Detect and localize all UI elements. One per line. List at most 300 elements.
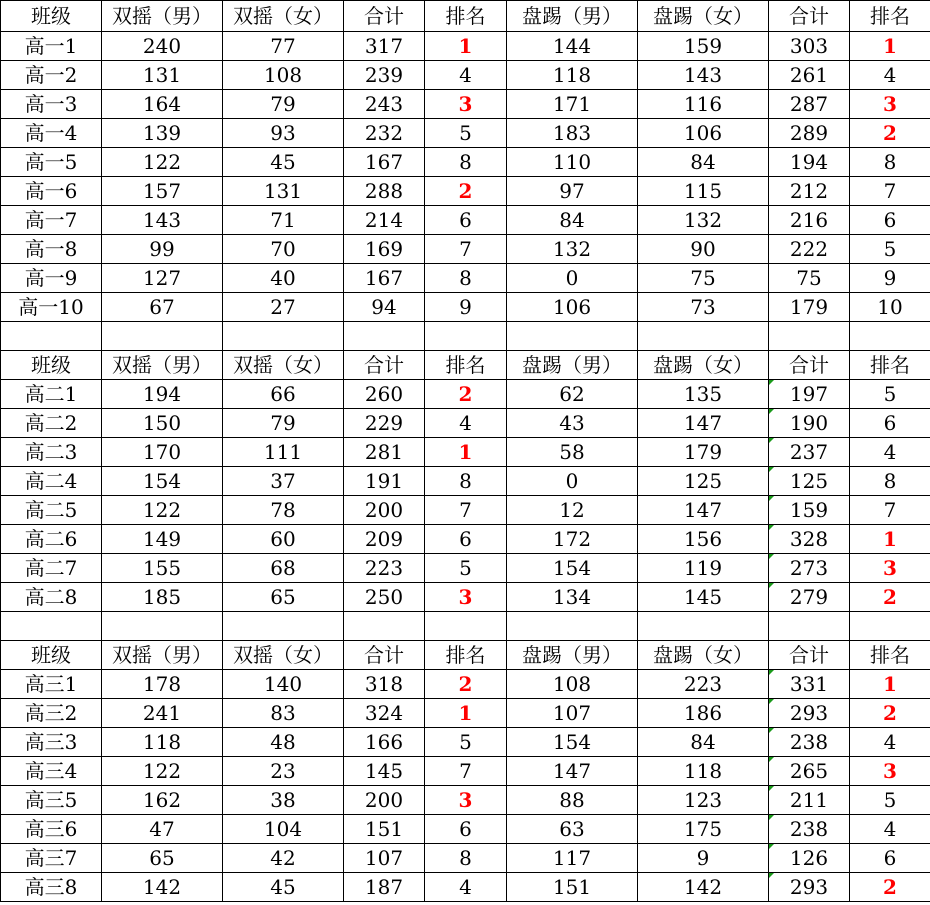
blank-cell[interactable]: [425, 322, 507, 351]
cell-shuttlecock-rank[interactable]: 3: [850, 90, 930, 119]
cell-shuttlecock-male[interactable]: 118: [507, 61, 638, 90]
cell-shuttlecock-female[interactable]: 147: [638, 409, 769, 438]
cell-shuttlecock-female[interactable]: 106: [638, 119, 769, 148]
header-shuttlecock-rank[interactable]: 排名: [850, 641, 930, 670]
header-jump-total[interactable]: 合计: [344, 641, 425, 670]
cell-jump-rank[interactable]: 4: [425, 409, 507, 438]
cell-shuttlecock-male[interactable]: 0: [507, 467, 638, 496]
cell-class[interactable]: 高三7: [1, 844, 102, 873]
cell-jump-total[interactable]: 209: [344, 525, 425, 554]
cell-jump-rank[interactable]: 7: [425, 496, 507, 525]
table-row: [1, 148, 930, 177]
cell-jump-total[interactable]: 239: [344, 61, 425, 90]
cell-double-jump-female[interactable]: 65: [223, 583, 344, 612]
header-double-jump-female[interactable]: 双摇（女）: [223, 1, 344, 32]
cell-jump-rank[interactable]: 1: [425, 699, 507, 728]
cell-jump-total[interactable]: 288: [344, 177, 425, 206]
table-row: [1, 235, 930, 264]
cell-jump-total[interactable]: 317: [344, 32, 425, 61]
cell-shuttlecock-rank[interactable]: 9: [850, 264, 930, 293]
cell-shuttlecock-total[interactable]: 197: [769, 380, 850, 409]
cell-shuttlecock-rank[interactable]: 6: [850, 844, 930, 873]
cell-shuttlecock-female[interactable]: 73: [638, 293, 769, 322]
cell-shuttlecock-total[interactable]: 212: [769, 177, 850, 206]
cell-class[interactable]: 高一5: [1, 148, 102, 177]
blank-cell[interactable]: [1, 322, 102, 351]
cell-jump-rank[interactable]: 4: [425, 61, 507, 90]
cell-class[interactable]: 高一9: [1, 264, 102, 293]
cell-shuttlecock-total[interactable]: 289: [769, 119, 850, 148]
cell-shuttlecock-total[interactable]: 303: [769, 32, 850, 61]
blank-cell[interactable]: [102, 612, 223, 641]
table-row: [1, 786, 930, 815]
cell-shuttlecock-male[interactable]: 172: [507, 525, 638, 554]
cell-shuttlecock-total[interactable]: 293: [769, 873, 850, 902]
header-shuttlecock-rank[interactable]: 排名: [850, 351, 930, 380]
header-jump-total[interactable]: 合计: [344, 351, 425, 380]
cell-double-jump-female[interactable]: 104: [223, 815, 344, 844]
cell-jump-total[interactable]: 260: [344, 380, 425, 409]
blank-cell[interactable]: [507, 322, 638, 351]
cell-double-jump-female[interactable]: 77: [223, 32, 344, 61]
cell-shuttlecock-female[interactable]: 132: [638, 206, 769, 235]
cell-shuttlecock-male[interactable]: 117: [507, 844, 638, 873]
cell-double-jump-male[interactable]: 149: [102, 525, 223, 554]
cell-jump-rank[interactable]: 5: [425, 119, 507, 148]
table-row: [1, 177, 930, 206]
cell-class[interactable]: 高三4: [1, 757, 102, 786]
table-row: [1, 293, 930, 322]
cell-jump-total[interactable]: 229: [344, 409, 425, 438]
cell-jump-total[interactable]: 214: [344, 206, 425, 235]
cell-jump-rank[interactable]: 8: [425, 844, 507, 873]
cell-double-jump-female[interactable]: 45: [223, 148, 344, 177]
cell-jump-total[interactable]: 243: [344, 90, 425, 119]
cell-jump-total[interactable]: 167: [344, 148, 425, 177]
cell-double-jump-female[interactable]: 131: [223, 177, 344, 206]
header-double-jump-female[interactable]: 双摇（女）: [223, 351, 344, 380]
cell-shuttlecock-female[interactable]: 186: [638, 699, 769, 728]
cell-shuttlecock-rank[interactable]: 10: [850, 293, 930, 322]
cell-shuttlecock-male[interactable]: 154: [507, 728, 638, 757]
blank-cell[interactable]: [638, 322, 769, 351]
cell-class[interactable]: 高二2: [1, 409, 102, 438]
table-row: [1, 728, 930, 757]
cell-shuttlecock-male[interactable]: 88: [507, 786, 638, 815]
header-row: [1, 1, 930, 32]
cell-double-jump-male[interactable]: 241: [102, 699, 223, 728]
cell-double-jump-male[interactable]: 170: [102, 438, 223, 467]
cell-double-jump-male[interactable]: 178: [102, 670, 223, 699]
table-row: [1, 61, 930, 90]
cell-shuttlecock-male[interactable]: 97: [507, 177, 638, 206]
table-row: [1, 496, 930, 525]
cell-shuttlecock-rank[interactable]: 2: [850, 583, 930, 612]
cell-shuttlecock-female[interactable]: 156: [638, 525, 769, 554]
cell-class[interactable]: 高一6: [1, 177, 102, 206]
cell-shuttlecock-male[interactable]: 144: [507, 32, 638, 61]
header-row: [1, 641, 930, 670]
cell-double-jump-female[interactable]: 66: [223, 380, 344, 409]
header-double-jump-male[interactable]: 双摇（男）: [102, 1, 223, 32]
cell-jump-total[interactable]: 318: [344, 670, 425, 699]
cell-double-jump-male[interactable]: 157: [102, 177, 223, 206]
table-row: [1, 380, 930, 409]
cell-shuttlecock-female[interactable]: 90: [638, 235, 769, 264]
cell-double-jump-male[interactable]: 47: [102, 815, 223, 844]
cell-double-jump-female[interactable]: 38: [223, 786, 344, 815]
cell-class[interactable]: 高三1: [1, 670, 102, 699]
cell-jump-rank[interactable]: 2: [425, 380, 507, 409]
cell-shuttlecock-total[interactable]: 190: [769, 409, 850, 438]
header-shuttlecock-female[interactable]: 盘踢（女）: [638, 641, 769, 670]
cell-double-jump-male[interactable]: 67: [102, 293, 223, 322]
cell-class[interactable]: 高三5: [1, 786, 102, 815]
cell-shuttlecock-total[interactable]: 211: [769, 786, 850, 815]
header-double-jump-male[interactable]: 双摇（男）: [102, 351, 223, 380]
cell-shuttlecock-total[interactable]: 126: [769, 844, 850, 873]
cell-jump-total[interactable]: 281: [344, 438, 425, 467]
cell-jump-total[interactable]: 94: [344, 293, 425, 322]
cell-class[interactable]: 高二1: [1, 380, 102, 409]
cell-jump-rank[interactable]: 8: [425, 264, 507, 293]
cell-double-jump-female[interactable]: 42: [223, 844, 344, 873]
cell-double-jump-male[interactable]: 118: [102, 728, 223, 757]
cell-class[interactable]: 高二4: [1, 467, 102, 496]
blank-cell[interactable]: [769, 322, 850, 351]
cell-double-jump-male[interactable]: 162: [102, 786, 223, 815]
header-shuttlecock-male[interactable]: 盘踢（男）: [507, 1, 638, 32]
cell-shuttlecock-rank[interactable]: 1: [850, 525, 930, 554]
cell-double-jump-female[interactable]: 78: [223, 496, 344, 525]
cell-shuttlecock-female[interactable]: 84: [638, 728, 769, 757]
cell-shuttlecock-female[interactable]: 175: [638, 815, 769, 844]
blank-cell[interactable]: [102, 322, 223, 351]
cell-class[interactable]: 高三6: [1, 815, 102, 844]
cell-shuttlecock-total[interactable]: 216: [769, 206, 850, 235]
cell-shuttlecock-total[interactable]: 194: [769, 148, 850, 177]
cell-class[interactable]: 高一1: [1, 32, 102, 61]
cell-class[interactable]: 高一4: [1, 119, 102, 148]
cell-shuttlecock-female[interactable]: 84: [638, 148, 769, 177]
cell-jump-rank[interactable]: 3: [425, 786, 507, 815]
cell-double-jump-female[interactable]: 45: [223, 873, 344, 902]
cell-shuttlecock-total[interactable]: 238: [769, 815, 850, 844]
cell-shuttlecock-male[interactable]: 171: [507, 90, 638, 119]
blank-cell[interactable]: [507, 612, 638, 641]
cell-class[interactable]: 高三2: [1, 699, 102, 728]
cell-shuttlecock-rank[interactable]: 8: [850, 148, 930, 177]
header-shuttlecock-total[interactable]: 合计: [769, 351, 850, 380]
cell-shuttlecock-total[interactable]: 237: [769, 438, 850, 467]
cell-shuttlecock-female[interactable]: 142: [638, 873, 769, 902]
cell-shuttlecock-rank[interactable]: 4: [850, 815, 930, 844]
cell-double-jump-male[interactable]: 154: [102, 467, 223, 496]
cell-double-jump-male[interactable]: 194: [102, 380, 223, 409]
cell-shuttlecock-female[interactable]: 147: [638, 496, 769, 525]
cell-jump-total[interactable]: 187: [344, 873, 425, 902]
table-row: [1, 525, 930, 554]
table-row: [1, 32, 930, 61]
cell-shuttlecock-total[interactable]: 287: [769, 90, 850, 119]
cell-jump-total[interactable]: 166: [344, 728, 425, 757]
header-jump-rank[interactable]: 排名: [425, 1, 507, 32]
cell-jump-rank[interactable]: 9: [425, 293, 507, 322]
cell-shuttlecock-total[interactable]: 331: [769, 670, 850, 699]
cell-shuttlecock-male[interactable]: 132: [507, 235, 638, 264]
cell-double-jump-female[interactable]: 79: [223, 409, 344, 438]
header-class[interactable]: 班级: [1, 351, 102, 380]
cell-jump-rank[interactable]: 8: [425, 148, 507, 177]
blank-cell[interactable]: [1, 612, 102, 641]
blank-cell[interactable]: [223, 612, 344, 641]
cell-jump-rank[interactable]: 4: [425, 873, 507, 902]
header-shuttlecock-male[interactable]: 盘踢（男）: [507, 351, 638, 380]
cell-shuttlecock-total[interactable]: 261: [769, 61, 850, 90]
cell-jump-total[interactable]: 151: [344, 815, 425, 844]
cell-jump-rank[interactable]: 3: [425, 583, 507, 612]
cell-class[interactable]: 高一2: [1, 61, 102, 90]
blank-cell[interactable]: [638, 612, 769, 641]
cell-shuttlecock-rank[interactable]: 5: [850, 380, 930, 409]
header-shuttlecock-male[interactable]: 盘踢（男）: [507, 641, 638, 670]
cell-shuttlecock-rank[interactable]: 6: [850, 206, 930, 235]
cell-shuttlecock-male[interactable]: 151: [507, 873, 638, 902]
cell-shuttlecock-rank[interactable]: 7: [850, 177, 930, 206]
cell-class[interactable]: 高一3: [1, 90, 102, 119]
cell-double-jump-male[interactable]: 164: [102, 90, 223, 119]
cell-jump-rank[interactable]: 5: [425, 554, 507, 583]
cell-double-jump-male[interactable]: 122: [102, 148, 223, 177]
cell-jump-total[interactable]: 200: [344, 496, 425, 525]
cell-shuttlecock-female[interactable]: 123: [638, 786, 769, 815]
cell-double-jump-female[interactable]: 23: [223, 757, 344, 786]
cell-shuttlecock-male[interactable]: 106: [507, 293, 638, 322]
cell-shuttlecock-rank[interactable]: 4: [850, 61, 930, 90]
cell-jump-total[interactable]: 145: [344, 757, 425, 786]
cell-jump-rank[interactable]: 5: [425, 728, 507, 757]
cell-shuttlecock-male[interactable]: 63: [507, 815, 638, 844]
cell-shuttlecock-male[interactable]: 147: [507, 757, 638, 786]
cell-jump-rank[interactable]: 6: [425, 525, 507, 554]
cell-class[interactable]: 高二3: [1, 438, 102, 467]
cell-shuttlecock-total[interactable]: 279: [769, 583, 850, 612]
cell-shuttlecock-female[interactable]: 143: [638, 61, 769, 90]
cell-shuttlecock-rank[interactable]: 3: [850, 554, 930, 583]
cell-jump-total[interactable]: 191: [344, 467, 425, 496]
cell-double-jump-female[interactable]: 71: [223, 206, 344, 235]
cell-shuttlecock-female[interactable]: 179: [638, 438, 769, 467]
cell-double-jump-male[interactable]: 122: [102, 757, 223, 786]
cell-jump-rank[interactable]: 2: [425, 670, 507, 699]
cell-shuttlecock-total[interactable]: 328: [769, 525, 850, 554]
cell-double-jump-male[interactable]: 142: [102, 873, 223, 902]
cell-jump-total[interactable]: 232: [344, 119, 425, 148]
cell-shuttlecock-male[interactable]: 110: [507, 148, 638, 177]
cell-shuttlecock-male[interactable]: 154: [507, 554, 638, 583]
cell-shuttlecock-female[interactable]: 119: [638, 554, 769, 583]
cell-double-jump-female[interactable]: 93: [223, 119, 344, 148]
header-shuttlecock-total[interactable]: 合计: [769, 641, 850, 670]
blank-cell[interactable]: [344, 612, 425, 641]
cell-shuttlecock-rank[interactable]: 7: [850, 496, 930, 525]
cell-class[interactable]: 高三8: [1, 873, 102, 902]
header-shuttlecock-female[interactable]: 盘踢（女）: [638, 351, 769, 380]
header-shuttlecock-rank[interactable]: 排名: [850, 1, 930, 32]
cell-jump-rank[interactable]: 6: [425, 815, 507, 844]
header-jump-total[interactable]: 合计: [344, 1, 425, 32]
cell-shuttlecock-female[interactable]: 125: [638, 467, 769, 496]
cell-jump-total[interactable]: 324: [344, 699, 425, 728]
cell-shuttlecock-total[interactable]: 222: [769, 235, 850, 264]
table-row: [1, 206, 930, 235]
cell-jump-rank[interactable]: 7: [425, 757, 507, 786]
table-row: [1, 554, 930, 583]
cell-double-jump-female[interactable]: 70: [223, 235, 344, 264]
table-row: [1, 670, 930, 699]
cell-shuttlecock-male[interactable]: 58: [507, 438, 638, 467]
cell-double-jump-male[interactable]: 65: [102, 844, 223, 873]
cell-shuttlecock-male[interactable]: 84: [507, 206, 638, 235]
cell-double-jump-male[interactable]: 150: [102, 409, 223, 438]
cell-shuttlecock-male[interactable]: 108: [507, 670, 638, 699]
cell-jump-total[interactable]: 169: [344, 235, 425, 264]
cell-double-jump-female[interactable]: 48: [223, 728, 344, 757]
header-double-jump-female[interactable]: 双摇（女）: [223, 641, 344, 670]
cell-class[interactable]: 高一10: [1, 293, 102, 322]
cell-double-jump-male[interactable]: 139: [102, 119, 223, 148]
blank-cell[interactable]: [223, 322, 344, 351]
cell-double-jump-female[interactable]: 83: [223, 699, 344, 728]
cell-jump-total[interactable]: 200: [344, 786, 425, 815]
cell-shuttlecock-total[interactable]: 265: [769, 757, 850, 786]
cell-jump-total[interactable]: 250: [344, 583, 425, 612]
cell-shuttlecock-total[interactable]: 238: [769, 728, 850, 757]
cell-shuttlecock-male[interactable]: 0: [507, 264, 638, 293]
table-row: [1, 409, 930, 438]
cell-jump-rank[interactable]: 7: [425, 235, 507, 264]
cell-jump-rank[interactable]: 8: [425, 467, 507, 496]
cell-double-jump-female[interactable]: 37: [223, 467, 344, 496]
cell-class[interactable]: 高二8: [1, 583, 102, 612]
header-jump-rank[interactable]: 排名: [425, 641, 507, 670]
cell-shuttlecock-female[interactable]: 223: [638, 670, 769, 699]
cell-shuttlecock-male[interactable]: 62: [507, 380, 638, 409]
cell-double-jump-male[interactable]: 127: [102, 264, 223, 293]
cell-class[interactable]: 高二5: [1, 496, 102, 525]
cell-shuttlecock-rank[interactable]: 4: [850, 728, 930, 757]
cell-shuttlecock-female[interactable]: 9: [638, 844, 769, 873]
cell-jump-rank[interactable]: 6: [425, 206, 507, 235]
cell-shuttlecock-total[interactable]: 159: [769, 496, 850, 525]
cell-class[interactable]: 高二6: [1, 525, 102, 554]
header-double-jump-male[interactable]: 双摇（男）: [102, 641, 223, 670]
header-class[interactable]: 班级: [1, 1, 102, 32]
header-jump-rank[interactable]: 排名: [425, 351, 507, 380]
cell-shuttlecock-rank[interactable]: 1: [850, 32, 930, 61]
cell-shuttlecock-total[interactable]: 293: [769, 699, 850, 728]
cell-double-jump-female[interactable]: 111: [223, 438, 344, 467]
cell-shuttlecock-female[interactable]: 135: [638, 380, 769, 409]
cell-shuttlecock-rank[interactable]: 5: [850, 786, 930, 815]
cell-jump-total[interactable]: 167: [344, 264, 425, 293]
cell-shuttlecock-rank[interactable]: 3: [850, 757, 930, 786]
cell-shuttlecock-male[interactable]: 134: [507, 583, 638, 612]
cell-shuttlecock-female[interactable]: 75: [638, 264, 769, 293]
cell-double-jump-male[interactable]: 143: [102, 206, 223, 235]
table-row: [1, 757, 930, 786]
cell-shuttlecock-total[interactable]: 273: [769, 554, 850, 583]
cell-shuttlecock-male[interactable]: 43: [507, 409, 638, 438]
cell-jump-rank[interactable]: 1: [425, 32, 507, 61]
blank-cell[interactable]: [850, 322, 930, 351]
cell-double-jump-male[interactable]: 99: [102, 235, 223, 264]
cell-double-jump-male[interactable]: 240: [102, 32, 223, 61]
cell-jump-rank[interactable]: 2: [425, 177, 507, 206]
cell-double-jump-male[interactable]: 185: [102, 583, 223, 612]
cell-double-jump-female[interactable]: 140: [223, 670, 344, 699]
cell-shuttlecock-female[interactable]: 116: [638, 90, 769, 119]
cell-double-jump-male[interactable]: 122: [102, 496, 223, 525]
cell-class[interactable]: 高一7: [1, 206, 102, 235]
cell-jump-rank[interactable]: 3: [425, 90, 507, 119]
cell-shuttlecock-rank[interactable]: 2: [850, 119, 930, 148]
cell-shuttlecock-rank[interactable]: 1: [850, 670, 930, 699]
cell-shuttlecock-rank[interactable]: 4: [850, 438, 930, 467]
cell-shuttlecock-total[interactable]: 75: [769, 264, 850, 293]
cell-double-jump-female[interactable]: 40: [223, 264, 344, 293]
cell-shuttlecock-male[interactable]: 107: [507, 699, 638, 728]
cell-shuttlecock-female[interactable]: 159: [638, 32, 769, 61]
table-row: [1, 583, 930, 612]
blank-cell[interactable]: [344, 322, 425, 351]
cell-shuttlecock-female[interactable]: 115: [638, 177, 769, 206]
blank-cell[interactable]: [425, 612, 507, 641]
cell-shuttlecock-male[interactable]: 183: [507, 119, 638, 148]
cell-shuttlecock-rank[interactable]: 2: [850, 699, 930, 728]
cell-double-jump-female[interactable]: 27: [223, 293, 344, 322]
header-shuttlecock-female[interactable]: 盘踢（女）: [638, 1, 769, 32]
cell-shuttlecock-total[interactable]: 125: [769, 467, 850, 496]
header-class[interactable]: 班级: [1, 641, 102, 670]
cell-jump-rank[interactable]: 1: [425, 438, 507, 467]
cell-class[interactable]: 高一8: [1, 235, 102, 264]
cell-double-jump-male[interactable]: 155: [102, 554, 223, 583]
cell-shuttlecock-male[interactable]: 12: [507, 496, 638, 525]
table-row: [1, 90, 930, 119]
cell-jump-total[interactable]: 223: [344, 554, 425, 583]
cell-shuttlecock-total[interactable]: 179: [769, 293, 850, 322]
blank-cell[interactable]: [769, 612, 850, 641]
cell-shuttlecock-rank[interactable]: 6: [850, 409, 930, 438]
cell-double-jump-female[interactable]: 79: [223, 90, 344, 119]
cell-shuttlecock-rank[interactable]: 2: [850, 873, 930, 902]
cell-shuttlecock-female[interactable]: 145: [638, 583, 769, 612]
cell-shuttlecock-female[interactable]: 118: [638, 757, 769, 786]
blank-cell[interactable]: [850, 612, 930, 641]
cell-double-jump-male[interactable]: 131: [102, 61, 223, 90]
header-shuttlecock-total[interactable]: 合计: [769, 1, 850, 32]
cell-shuttlecock-rank[interactable]: 5: [850, 235, 930, 264]
table-row: [1, 467, 930, 496]
cell-jump-total[interactable]: 107: [344, 844, 425, 873]
cell-class[interactable]: 高二7: [1, 554, 102, 583]
cell-double-jump-female[interactable]: 60: [223, 525, 344, 554]
cell-double-jump-female[interactable]: 68: [223, 554, 344, 583]
cell-shuttlecock-rank[interactable]: 8: [850, 467, 930, 496]
cell-class[interactable]: 高三3: [1, 728, 102, 757]
cell-double-jump-female[interactable]: 108: [223, 61, 344, 90]
